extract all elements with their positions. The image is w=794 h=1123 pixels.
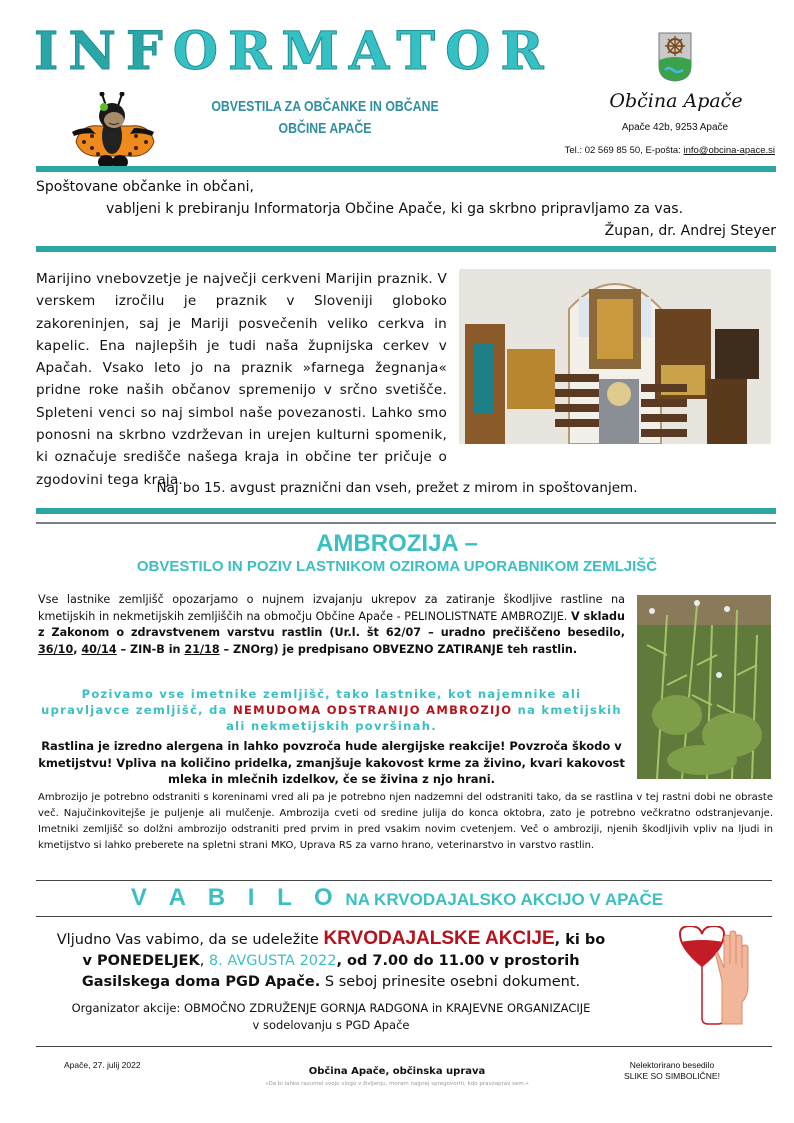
law-reference: – ZIN-B in	[116, 642, 185, 656]
ambrozija-subtitle: OBVESTILO IN POZIV LASTNIKOM OZIROMA UPORABNIKOM ZEMLJIŠČ	[136, 558, 658, 575]
section-rule	[36, 1046, 772, 1047]
separator: ,	[73, 642, 82, 656]
ambrozija-intro: Vse lastnike zemljišč opozarjamo o nujnem izvajanju ukrepov za zatiranje škodljive rastline na kmetijskih in nekmetijskih zemljiščih na območju Občine Apače - PELINOLISTNATE AMBROZIJE.	[38, 593, 625, 623]
cooperation-text: v sodelovanju s PGD Apače	[252, 1018, 410, 1032]
mayor-signature: Župan, dr. Andrej Steyer	[604, 223, 776, 239]
assumption-article-body: Marijino vnebovzetje je največji cerkveni Marijin praznik. V verskem izročilu je praznik v Sloveniji globoko zakoreninjen, saj je Mariji posvečenih veliko cerkva in kapelic. Ena najlepših je tudi naša župnijska cerkev v Apačah. Vsako leto jo na praznik »farnega žegnanja« pridne roke naših občanov spremenijo v srčno svetišče. Spleteni venci so naj simbol naše povezanosti. Lahko smo ponosni na skrbno vzdrževan in urejen kulturni spomenik, ki označuje središče našega kraja in občine ter pričuje o zgodovini tega kraja.	[36, 271, 447, 488]
event-instructions: S seboj prinesite osebni dokument.	[320, 974, 581, 990]
footer-date: Apače, 27. julij 2022	[64, 1060, 141, 1070]
event-day: v PONEDELJEK	[82, 953, 200, 969]
separator: ,	[199, 953, 209, 969]
masthead-letter: T	[396, 21, 446, 82]
greeting-salutation: Spoštovane občanke in občani,	[36, 179, 254, 195]
masthead-letter: R	[228, 21, 282, 82]
ambrozija-title: AMBROZIJA –	[316, 530, 478, 557]
call-alert: NEMUDOMA ODSTRANIJO AMBROZIJO	[233, 703, 513, 717]
masthead-letter: O	[445, 21, 501, 82]
masthead-letter: R	[500, 21, 554, 82]
law-reference: V skladu z Zakonom o zdravstvenem varstvu rastlin (Ur.l. št 62/07 – uradno prečiščeno besedilo,	[38, 609, 626, 639]
section-rule	[36, 880, 772, 881]
email-link[interactable]: info@obcina-apace.si	[683, 145, 775, 156]
call-text: Pozivamo vse imetnike zemljišč, tako lastnike, kot najemnike ali upravljavce zemljišč, da	[41, 687, 582, 717]
masthead-letter: O	[172, 21, 229, 82]
greeting-divider	[36, 246, 776, 252]
law-link[interactable]: 36/10	[38, 642, 74, 656]
section-rule	[36, 916, 772, 917]
assumption-closing: Naj bo 15. avgust praznični dan vseh, prežet z mirom in spoštovanjem.	[156, 480, 638, 496]
vabilo-invitation	[36, 928, 626, 993]
invitation-text: Vljudno Vas vabimo, da se udeležite	[56, 932, 324, 948]
event-date: 8. AVGUSTA 2022	[208, 953, 337, 969]
section-divider	[36, 508, 776, 514]
church-interior-image	[459, 269, 771, 444]
footer-note	[612, 1060, 732, 1082]
masthead-letter: M	[281, 21, 349, 82]
law-reference: – ZNOrg) je predpisano OBVEZNO ZATIRANJE teh rastlin.	[219, 642, 578, 656]
section-rule	[36, 522, 776, 524]
subtitle-line: OBVESTILA ZA OBČANKE IN OBČANE	[211, 98, 439, 115]
event-name: KRVODAJALSKE AKCIJE	[323, 928, 555, 949]
blood-donation-icon	[672, 926, 750, 1026]
law-link[interactable]: 21/18	[184, 642, 220, 656]
ladybug-icon	[70, 92, 160, 172]
vabilo-organizer	[36, 1000, 626, 1034]
municipality-address: Apače 42b, 9253 Apače	[621, 122, 729, 133]
ragweed-image	[637, 595, 771, 779]
ambrozija-removal-paragraph: Ambrozijo je potrebno odstraniti s koreninami vred ali pa je potrebno njen nadzemni del odstraniti tako, da se rastlina v tej rastni dobi ne obraste več. Najučinkovitejše je puljenje ali mulčenje. Ambrozija cveti od sredine julija do konca oktobra, zato je potrebno večkratno odstranjevanje. Imetniki zemljišč so dolžni ambrozijo odstraniti pred prvim in pred vsakim novim cvetenjem. Več o ambroziji, njenih škodljivih vpliv na ljudi in kmetijstvo si lahko preberete na spletni strani MKO, Uprava RS za varno hrano, veterinarstvo in varstvo rastlin.	[38, 792, 773, 851]
municipality-name: Občina Apače	[609, 90, 743, 112]
law-link[interactable]: 40/14	[81, 642, 117, 656]
vabilo-title-main: V A B I L O	[130, 884, 341, 911]
footer-quote: »Da bi lahko razumel svojo vlogo v življenju, moram najprej spregovoriti, kdo pravzaprav sem.«	[265, 1081, 529, 1087]
vabilo-title-rest: NA KRVODAJALSKO AKCIJO V APAČE	[340, 890, 664, 909]
subtitle-line: OBČINE APAČE	[278, 120, 372, 137]
ambrozija-warning: Rastlina je izredno alergena in lahko povzroča hude alergijske reakcije! Povzroča škodo v kmetijstvu! Vpliva na količino pridelka, zmanjšuje kakovost krme za živino, kvari kakovost mleka in mlečnih izdelkov, če se živina z njo hrani.	[38, 739, 625, 786]
contact-phone: Tel.: 02 569 85 50, E-pošta:	[564, 145, 684, 156]
vabilo-title	[40, 884, 754, 912]
masthead-letter: I	[34, 21, 69, 82]
greeting-invitation: vabljeni k prebiranju Informatorja Občine Apače, ki ga skrbno pripravljamo za vas.	[106, 201, 684, 217]
masthead-subtitle	[202, 96, 448, 140]
masthead-letter: A	[348, 21, 397, 82]
masthead-letter: N	[68, 21, 126, 82]
masthead-letter: F	[125, 21, 173, 82]
footer-note-line: Nelektorirano besedilo	[629, 1060, 715, 1070]
event-time-place: , od 7.00 do 11.00 v prostorih Gasilskega doma PGD Apače.	[81, 953, 580, 990]
coat-of-arms-icon	[658, 32, 692, 82]
call-text: na kmetijskih ali nekmetijskih površinah.	[226, 703, 622, 733]
header-divider	[36, 166, 776, 172]
footer-note-line: SLIKE SO SIMBOLIČNE!	[624, 1071, 720, 1081]
ambrozija-call-to-action	[38, 686, 625, 734]
invitation-text: , ki bo	[554, 932, 606, 948]
masthead-title	[34, 21, 554, 82]
organizer-text: Organizator akcije: OBMOČNO ZDRUŽENJE GORNJA RADGONA in KRAJEVNE ORGANIZACIJE	[71, 1001, 591, 1015]
ambrozija-legal-paragraph	[38, 592, 625, 658]
municipality-contact	[540, 145, 775, 156]
footer-organization: Občina Apače, občinska uprava	[308, 1066, 486, 1077]
